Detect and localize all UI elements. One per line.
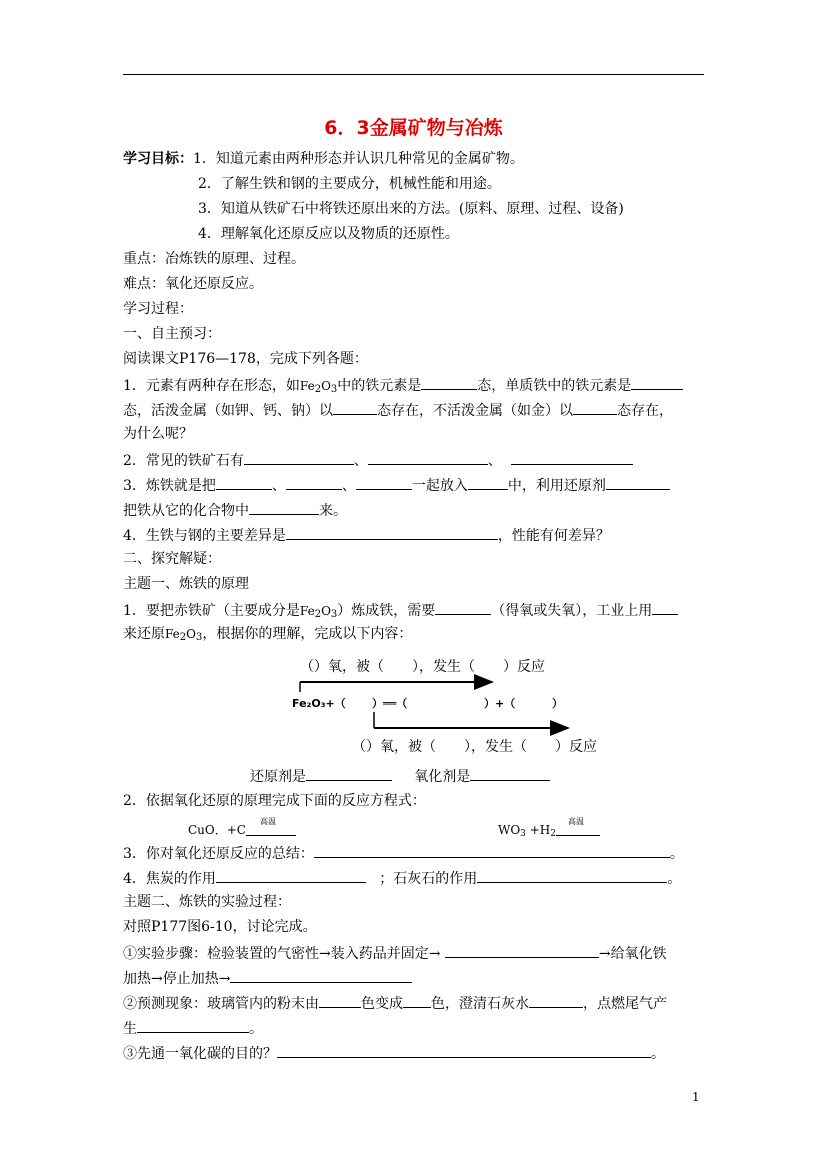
question-3-cont: 把铁从它的化合物中 来。 bbox=[123, 500, 347, 520]
answer-blank[interactable] bbox=[249, 500, 319, 515]
reading-instruction: 阅读课文P176—178，完成下列各题： bbox=[123, 351, 368, 367]
objective-item: 4．理解氧化还原反应以及物质的还原性。 bbox=[198, 226, 459, 242]
oxygen-loss-label: （）氧，被（ ），发生（ ）反应 bbox=[352, 739, 597, 755]
question-1: 1．元素有两种存在形态，如$Fe_2O_3$中的铁元素是 态，单质铁中的铁元素是 bbox=[123, 375, 683, 399]
objective-item: 3．知道从铁矿石中将铁还原出来的方法。(原料、原理、过程、设备) bbox=[198, 201, 624, 217]
answer-blank[interactable] bbox=[286, 525, 498, 540]
redox-diagram bbox=[280, 652, 660, 762]
answer-blank[interactable] bbox=[306, 766, 392, 781]
question-1-cont: 态，活泼金属（如钾、钙、钠）以 态存在，不活泼金属（如金）以 态存在， bbox=[123, 400, 673, 420]
condition-label: 高温 bbox=[260, 817, 276, 826]
reaction-2: $WO_3 +H_2$ 高温 bbox=[498, 817, 600, 843]
page-title: 6．3金属矿物与冶炼 bbox=[324, 117, 503, 139]
reaction-1: CuO．+C 高温 bbox=[188, 817, 296, 839]
answer-blank[interactable] bbox=[137, 1018, 249, 1033]
question-4: 4．生铁与钢的主要差异是 ，性能有何差异？ bbox=[123, 525, 610, 545]
step-1: ①实验步骤：检验装置的气密性→装入药品并固定→ →给氧化铁 bbox=[123, 943, 667, 963]
answer-blank[interactable] bbox=[356, 475, 412, 490]
header-rule bbox=[123, 74, 704, 75]
objectives-label: 学习目标： bbox=[123, 151, 193, 167]
section-heading: 一、自主预习： bbox=[123, 326, 221, 342]
answer-blank[interactable] bbox=[652, 600, 678, 615]
question-2: 2．常见的铁矿石有 、 、 bbox=[123, 450, 633, 470]
answer-blank[interactable] bbox=[470, 766, 550, 781]
answer-blank[interactable] bbox=[314, 843, 670, 858]
answer-blank[interactable] bbox=[435, 600, 491, 615]
agents-line: 还原剂是 氧化剂是 bbox=[250, 766, 550, 786]
answer-blank[interactable] bbox=[277, 1043, 651, 1058]
answer-blank[interactable] bbox=[319, 993, 361, 1008]
answer-blank[interactable] bbox=[403, 993, 431, 1008]
step-2: ②预测现象：玻璃管内的粉末由 色变成 色，澄清石灰水 ，点燃尾气产 bbox=[123, 993, 667, 1013]
topic1-question-1: 1．要把赤铁矿（主要成分是$Fe_2O_3$）炼成铁，需要 （得氧或失氧），工业上用 bbox=[123, 600, 678, 624]
answer-blank[interactable] bbox=[421, 375, 477, 390]
answer-blank[interactable] bbox=[606, 475, 670, 490]
equation-left: Fe₂O₃+（ bbox=[292, 697, 346, 710]
difficulty: 难点：氧化还原反应。 bbox=[123, 276, 263, 292]
answer-blank[interactable] bbox=[445, 943, 599, 958]
question-3: 3．炼铁就是把 、 、 一起放入 中，利用还原剂 bbox=[123, 475, 670, 495]
answer-blank[interactable] bbox=[529, 993, 583, 1008]
answer-blank[interactable] bbox=[216, 475, 272, 490]
oxygen-gain-label: （）氧，被（ ），发生（ ）反应 bbox=[300, 659, 545, 675]
topic-heading: 主题二、炼铁的实验过程： bbox=[123, 894, 291, 910]
answer-blank[interactable] bbox=[368, 450, 488, 465]
answer-blank[interactable] bbox=[230, 968, 412, 983]
key-point: 重点：冶炼铁的原理、过程。 bbox=[123, 251, 305, 267]
question-1-why: 为什么呢？ bbox=[123, 426, 193, 442]
step-3: ③先通一氧化碳的目的？ 。 bbox=[123, 1043, 665, 1063]
answer-blank[interactable] bbox=[573, 400, 617, 415]
objective-item: 2．了解生铁和钢的主要成分，机械性能和用途。 bbox=[198, 176, 501, 192]
answer-blank[interactable] bbox=[468, 475, 508, 490]
answer-blank[interactable] bbox=[216, 868, 366, 883]
equation-end: ） bbox=[552, 697, 563, 710]
objectives-line-1 bbox=[123, 150, 524, 168]
equation-middle: ）══（ bbox=[372, 697, 408, 710]
answer-blank[interactable] bbox=[286, 475, 342, 490]
topic-heading: 主题一、炼铁的原理 bbox=[123, 576, 249, 592]
answer-blank[interactable] bbox=[511, 450, 633, 465]
topic1-question-3: 3．你对氧化还原反应的总结： 。 bbox=[123, 843, 684, 863]
compare-instruction: 对照P177图6-10，讨论完成。 bbox=[123, 919, 317, 935]
condition-label: 高温 bbox=[567, 817, 584, 826]
process-label: 学习过程： bbox=[123, 301, 193, 317]
page-number: 1 bbox=[692, 1090, 700, 1104]
topic1-question-1-cont: 来还原$Fe_2O_3$，根据你的理解，完成以下内容： bbox=[123, 626, 413, 643]
answer-blank[interactable] bbox=[477, 868, 667, 883]
section-heading: 二、探究解疑： bbox=[123, 551, 221, 567]
topic1-question-4: 4．焦炭的作用 ；石灰石的作用 。 bbox=[123, 868, 681, 888]
answer-blank[interactable] bbox=[244, 450, 354, 465]
equation-plus: ）+（ bbox=[484, 697, 516, 710]
topic1-question-2: 2．依据氧化还原的原理完成下面的反应方程式： bbox=[123, 793, 426, 809]
objective-item: 1．知道元素由两种形态并认识几种常见的金属矿物。 bbox=[193, 151, 524, 167]
answer-blank[interactable] bbox=[333, 400, 377, 415]
step-1-cont: 加热→停止加热→ bbox=[123, 968, 412, 988]
step-2-cont: 生 。 bbox=[123, 1018, 263, 1038]
answer-blank[interactable] bbox=[631, 375, 683, 390]
